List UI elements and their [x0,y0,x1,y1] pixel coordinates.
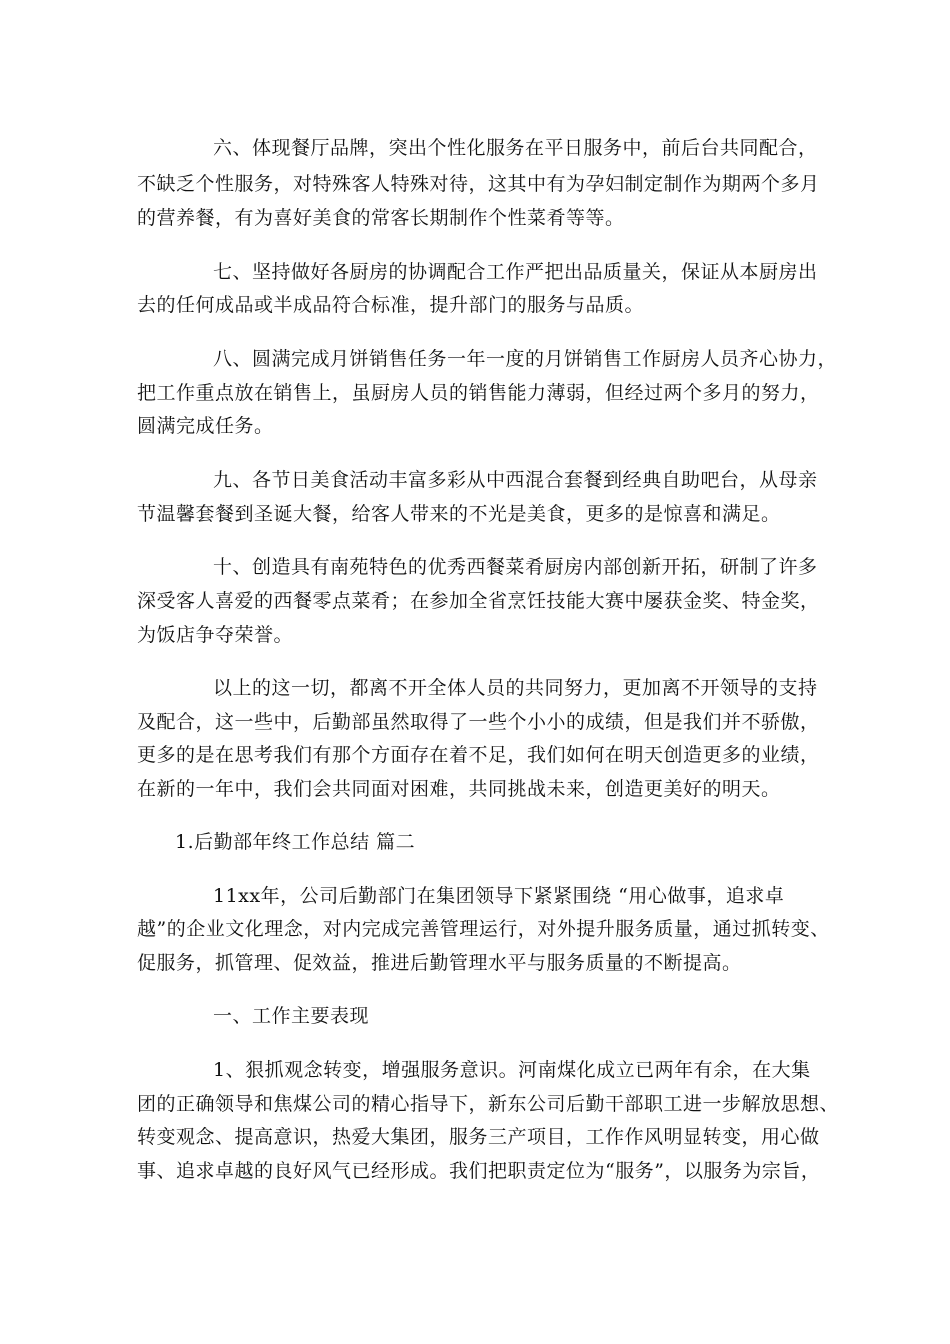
paragraph-ten-line-1: 十、创造具有南苑特色的优秀西餐菜肴厨房内部创新开拓，研制了许多 [213,556,818,578]
item-one-line-4: 事、追求卓越的良好风气已经形成。我们把职责定位为“服务”，以服务为宗旨， [137,1160,821,1182]
conclusion-line-3: 更多的是在思考我们有那个方面存在着不足，我们如何在明天创造更多的业绩， [137,744,820,766]
paragraph-eight-line-3: 圆满完成任务。 [137,415,274,437]
paragraph-seven-line-1: 七、坚持做好各厨房的协调配合工作严把出品质量关，保证从本厨房出 [213,261,818,283]
paragraph-nine-line-1: 九、各节日美食活动丰富多彩从中西混合套餐到经典自助吧台，从母亲 [213,469,818,491]
item-one-line-1: 1、狠抓观念转变，增强服务意识。河南煤化成立已两年有余，在大集 [213,1059,811,1081]
section-title: 1.后勤部年终工作总结 篇二 [175,831,416,853]
paragraph-eight-line-1: 八、圆满完成月饼销售任务一年一度的月饼销售工作厨房人员齐心协力， [213,348,838,370]
paragraph-eight-line-2: 把工作重点放在销售上，虽厨房人员的销售能力薄弱，但经过两个多月的努力， [137,382,820,404]
item-one-line-2: 团的正确领导和焦煤公司的精心指导下，新东公司后勤干部职工进一步解放思想、 [137,1093,840,1115]
paragraph-six-line-1: 六、体现餐厅品牌，突出个性化服务在平日服务中，前后台共同配合， [213,137,818,159]
conclusion-line-4: 在新的一年中，我们会共同面对困难，共同挑战未来，创造更美好的明天。 [137,778,781,800]
intro-line-3: 促服务，抓管理、促效益，推进后勤管理水平与服务质量的不断提高。 [137,952,742,974]
intro-line-1: 11xx年，公司后勤部门在集团领导下紧紧围绕 “用心做事，追求卓 [213,885,785,907]
paragraph-six-line-2: 不缺乏个性服务，对特殊客人特殊对待，这其中有为孕妇制定制作为期两个多月 [137,173,820,195]
paragraph-seven-line-2: 去的任何成品或半成品符合标准，提升部门的服务与品质。 [137,294,645,316]
paragraph-six-line-3: 的营养餐，有为喜好美食的常客长期制作个性菜肴等等。 [137,207,625,229]
paragraph-ten-line-3: 为饭店争夺荣誉。 [137,624,294,646]
item-one-line-3: 转变观念、提高意识，热爱大集团，服务三产项目，工作作风明显转变，用心做 [137,1126,820,1148]
paragraph-ten-line-2: 深受客人喜爱的西餐零点菜肴；在参加全省烹饪技能大赛中屡获金奖、特金奖， [137,590,820,612]
conclusion-line-2: 及配合，这一些中，后勤部虽然取得了一些个小小的成绩，但是我们并不骄傲， [137,711,820,733]
paragraph-nine-line-2: 节温馨套餐到圣诞大餐，给客人带来的不光是美食，更多的是惊喜和满足。 [137,503,781,525]
conclusion-line-1: 以上的这一切，都离不开全体人员的共同努力，更加离不开领导的支持 [213,677,818,699]
sub-heading: 一、工作主要表现 [213,1005,370,1027]
intro-line-2: 越”的企业文化理念，对内完成完善管理运行，对外提升服务质量，通过抓转变、 [137,918,830,940]
